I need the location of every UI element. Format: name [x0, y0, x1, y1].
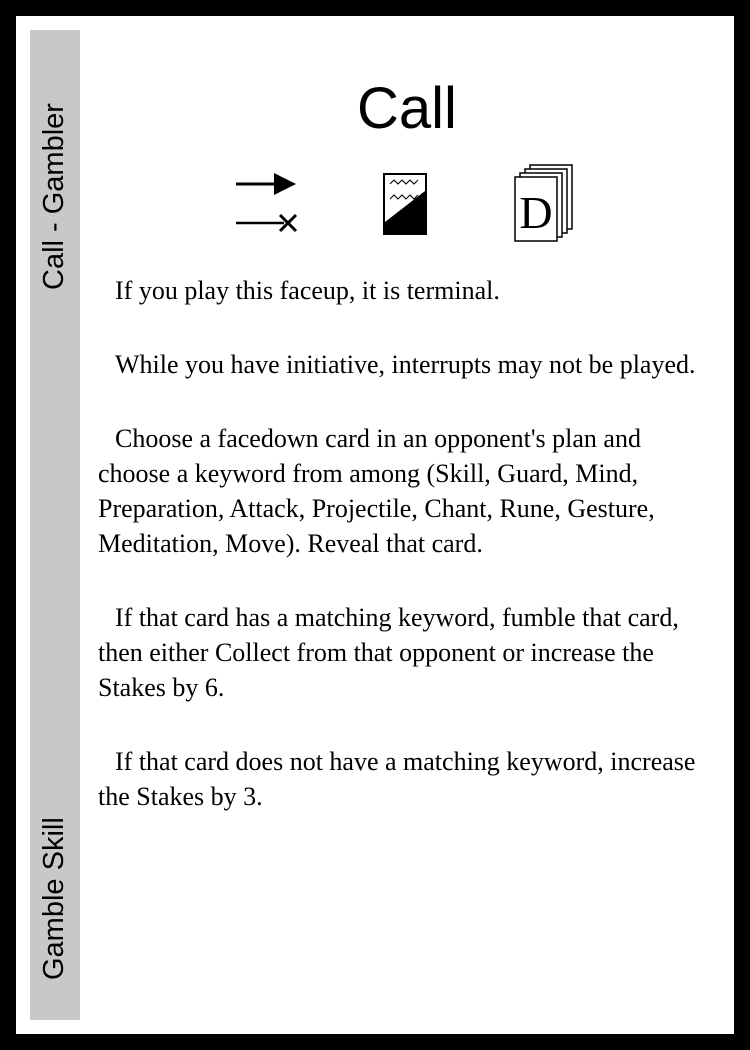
rules-paragraph: If that card has a matching keyword, fumble that card, then either Collect from that opponent or increase the Stakes by 6. — [98, 603, 679, 702]
card-title: Call — [357, 76, 457, 141]
faceup-card-icon — [382, 172, 430, 238]
card — [16, 16, 734, 1034]
rules-text — [98, 273, 710, 853]
terminal-arrow-icon — [234, 170, 300, 236]
rules-paragraph: If you play this faceup, it is terminal. — [115, 276, 500, 305]
card-type-label: Call - Gambler — [38, 103, 70, 290]
deck-letter: D — [519, 187, 553, 238]
card-category-label: Gamble Skill — [38, 817, 70, 980]
rules-paragraph: If that card does not have a matching keyword, increase the Stakes by 3. — [98, 747, 696, 811]
deck-icon — [512, 162, 578, 244]
rules-paragraph: While you have initiative, interrupts may not be played. — [115, 350, 696, 379]
side-bar — [30, 30, 80, 1020]
rules-paragraph: Choose a facedown card in an opponent's plan and choose a keyword from among (Skill, Guard, Mind, Preparation, Attack, Projectile, Chant, Rune, Gesture, Meditation, Move). Reveal that card. — [98, 424, 655, 558]
